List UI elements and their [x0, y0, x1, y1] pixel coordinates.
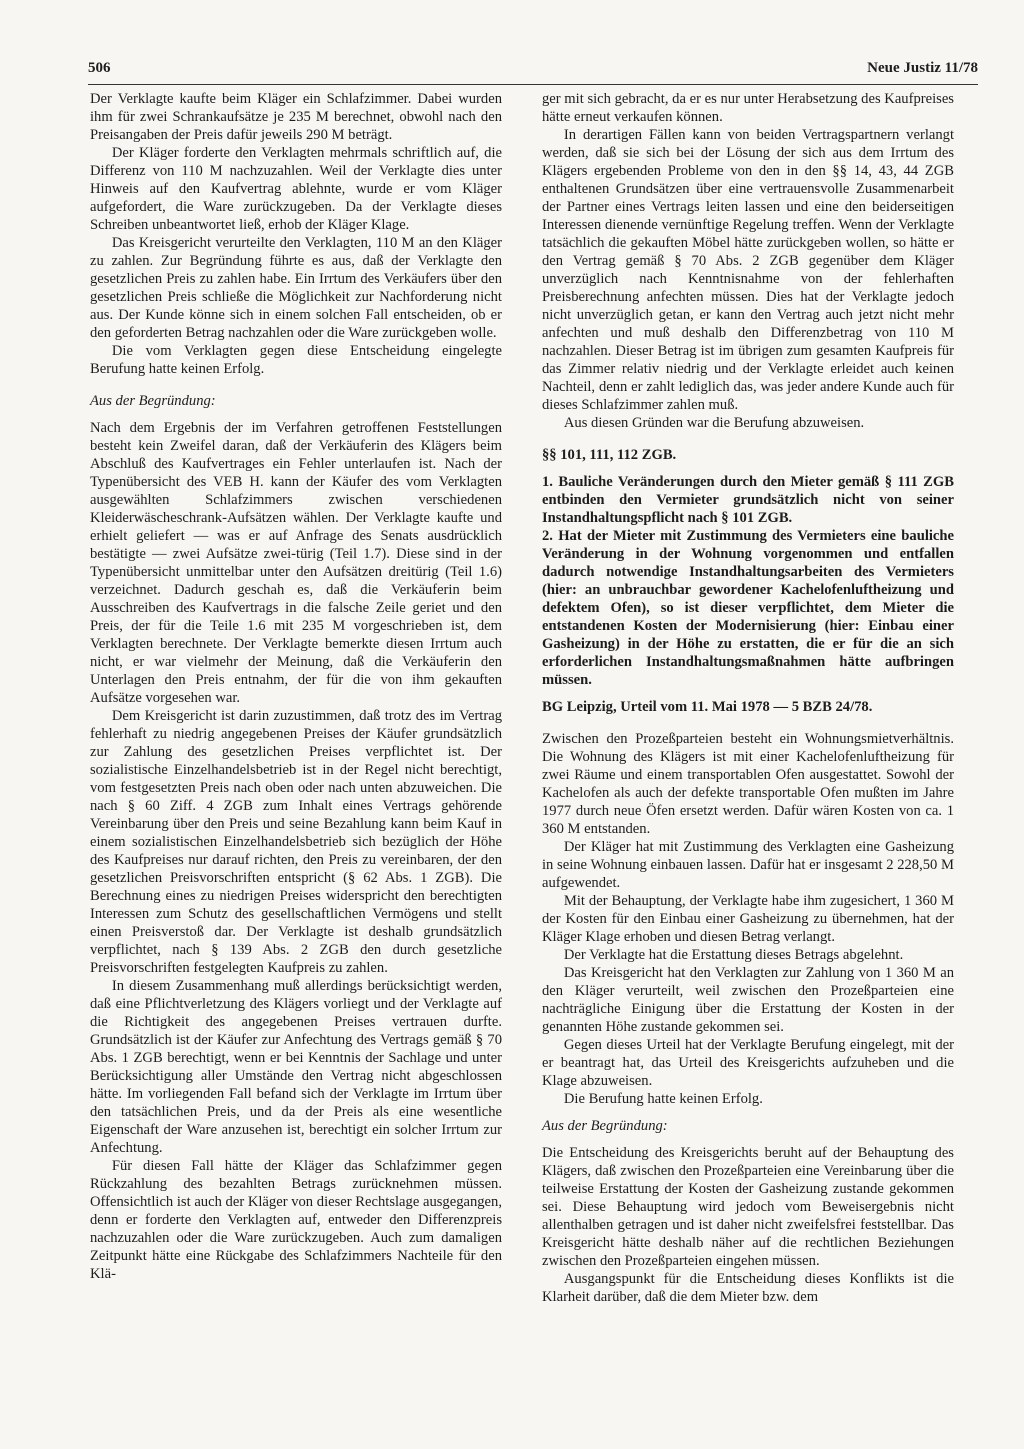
- page-number: 506: [88, 60, 111, 76]
- paragraph: Mit der Behauptung, der Verklagte habe ihm zugesichert, 1 360 M der Kosten für den Einbau einer Gasheizung zu übernehmen, hat der Kläger Klage erhoben und diesen Betrag verlangt.: [542, 893, 954, 945]
- paragraph: Der Verklagte hat die Erstattung dieses Betrags abgelehnt.: [563, 947, 904, 963]
- section-heading: Aus der Begründung:: [542, 1118, 668, 1134]
- paragraph: Aus diesen Gründen war die Berufung abzuweisen.: [563, 415, 865, 431]
- paragraph: Ausgangspunkt für die Entscheidung dieses Konflikts ist die Klarheit darüber, daß die dem Mieter bzw. dem: [542, 1271, 954, 1305]
- left-column: [90, 90, 502, 1283]
- paragraph: Der Kläger hat mit Zustimmung des Verklagten eine Gasheizung in seine Wohnung einbauen lassen. Dafür hat er insgesamt 2 228,50 M aufgewendet.: [542, 839, 954, 891]
- paragraph: Die Berufung hatte keinen Erfolg.: [563, 1091, 763, 1107]
- paragraph: Der Kläger forderte den Verklagten mehrmals schriftlich auf, die Differenz von 110 M nachzuzahlen. Weil der Verklagte dies unter Hinweis auf den Kaufvertrag ablehnte, wurde er vom Kläger aufgefordert, die Ware zurückzugeben. Da der Verklagte dieses Schreiben unbeantwortet ließ, erhob der Kläger Klage.: [90, 145, 502, 233]
- headnote-1: 1. Bauliche Veränderungen durch den Mieter gemäß § 111 ZGB entbinden den Vermieter grundsätzlich nicht von seiner Instandhaltungspflicht nach § 101 ZGB.: [542, 474, 954, 526]
- paragraph: Gegen dieses Urteil hat der Verklagte Berufung eingelegt, mit der er beantragt hat, das Urteil des Kreisgerichts aufzuheben und die Klage abzuweisen.: [542, 1037, 954, 1089]
- paragraph: Die Entscheidung des Kreisgerichts beruht auf der Behauptung des Klägers, daß zwischen den Prozeßparteien eine Vereinbarung über die teilweise Erstattung der Kosten der Gasheizung zustande gekommen sei. Diese Behauptung wird jedoch vom Beweisergebnis nicht allenthalben getragen und ist daher nicht zweifelsfrei feststellbar. Das Kreisgericht hätte deshalb näher auf die rechtlichen Beziehungen zwischen den Prozeßparteien eingehen müssen.: [542, 1145, 954, 1269]
- headnote-2: 2. Hat der Mieter mit Zustimmung des Vermieters eine bauliche Veränderung in der Wohnung vorgenommen und entfallen dadurch notwendige Instandhaltungsarbeiten des Vermieters (hier: an unbrauchbar gewordener Kachelofenluftheizung und defektem Ofen), so ist dieser verpflichtet, dem Mieter die entstandenen Kosten der Modernisierung (hier: Einbau einer Gasheizung) in der Höhe zu erstatten, die er für die an sich erforderlichen Instandhaltungsmaßnahmen hätte aufbringen müssen.: [542, 528, 954, 688]
- paragraph: In derartigen Fällen kann von beiden Vertragspartnern verlangt werden, daß sie sich bei der Lösung der sich aus dem Irrtum des Klägers ergebenden Probleme von den in den §§ 14, 43, 44 ZGB enthaltenen Grundsätzen über eine vertrauensvolle Zusammenarbeit der Partner eines Vertrags leiten lassen und eine den beiderseitigen Interessen dienende vernünftige Regelung treffen. Wenn der Verklagte tatsächlich die gekauften Möbel hätte zurückgeben wollen, so hätte er den Vertrag gemäß § 70 Abs. 2 ZGB gegenüber dem Kläger unverzüglich nach Kenntnisnahme von der fehlerhaften Preisberechnung anfechten müssen. Dies hat der Verklagte jedoch nicht unverzüglich getan, er kann den Vertrag auch jetzt nicht mehr anfechten und muß deshalb den Differenzbetrag von 110 M nachzahlen. Dieser Betrag ist im übrigen zum gesamten Kaufpreis für das Zimmer relativ niedrig und der Verklagte erleidet auch keinen Nachteil, denn er zahlt lediglich das, was jeder andere Kunde auch für dieses Schlafzimmer zahlen muß.: [542, 127, 954, 413]
- law-reference: §§ 101, 111, 112 ZGB.: [542, 447, 677, 463]
- section-heading: Aus der Begründung:: [90, 393, 216, 409]
- right-column: [542, 90, 954, 1306]
- paragraph: ger mit sich gebracht, da er es nur unter Herabsetzung des Kaufpreises hätte erneut verkaufen können.: [542, 91, 954, 125]
- paragraph: Das Kreisgericht hat den Verklagten zur Zahlung von 1 360 M an den Kläger verurteilt, weil zwischen den Prozeßparteien eine nachträgliche Einigung über die Erstattung der Kosten in der genannten Höhe zustande gekommen sei.: [542, 965, 954, 1035]
- paragraph: Der Verklagte kaufte beim Kläger ein Schlafzimmer. Dabei wurden ihm für zwei Schrankaufsätze je 235 M berechnet, obwohl nach den Preisangaben der Preis dafür jeweils 290 M beträgt.: [90, 91, 502, 143]
- page-header: [88, 60, 978, 85]
- paragraph: Zwischen den Prozeßparteien besteht ein Wohnungsmietverhältnis. Die Wohnung des Klägers ist mit einer Kachelofenluftheizung für zwei Räume und einem transportablen Ofen ausgestattet. Sowohl der Kachelofen als auch der defekte transportable Ofen mußten im Jahre 1977 durch neue Öfen ersetzt werden. Dafür wären Kosten von ca. 1 360 M entstanden.: [542, 731, 954, 837]
- paragraph: Nach dem Ergebnis der im Verfahren getroffenen Feststellungen besteht kein Zweifel daran, daß der Verkäuferin des Klägers beim Abschluß des Kaufvertrages ein Fehler unterlaufen ist. Nach der Typenübersicht des VEB H. kann der Käufer des vom Verklagten ausgewählten Schlafzimmers zwischen verschiedenen Kleiderwäscheschrank-Aufsätzen wählen. Der Verklagte kaufte und erhielt geliefert — was er auf Anfrage des Senats ausdrücklich bestätigte — zwei Aufsätze zwei-türig (Teil 1.7). Diese sind in der Typenübersicht unmittelbar unter den Aufsätzen dreitürig (Teil 1.6) verzeichnet. Dadurch geschah es, daß die Verkäuferin beim Ausschreiben des Kaufvertrags in die falsche Zeile geriet und den Preis, der für die Teile 1.6 mit 235 M vorgeschrieben ist, dem Verklagten berechnete. Der Verklagte bemerkte diesen Irrtum auch nicht, er war vielmehr der Meinung, daß die Verkäuferin den Unterlagen den Preis entnahm, der für die von ihm gekauften Aufsätze vorgesehen war.: [90, 420, 502, 706]
- paragraph: Das Kreisgericht verurteilte den Verklagten, 110 M an den Kläger zu zahlen. Zur Begründung führte es aus, daß der Verklagte den gesetzlichen Preis zu zahlen habe. Ein Irrtum des Verkäufers über den gesetzlichen Preis schließe die Möglichkeit zur Nachforderung nicht aus. Der Kunde könne sich in einem solchen Fall entscheiden, ob er den geforderten Betrag nachzahlen oder die Ware zurückgeben wolle.: [90, 235, 502, 341]
- paragraph: Die vom Verklagten gegen diese Entscheidung eingelegte Berufung hatte keinen Erfolg.: [90, 343, 502, 377]
- journal-title: Neue Justiz 11/78: [867, 60, 978, 76]
- paragraph: Für diesen Fall hätte der Kläger das Schlafzimmer gegen Rückzahlung des bezahlten Betrags zurücknehmen müssen. Offensichtlich ist auch der Kläger von dieser Rechtslage ausgegangen, denn er forderte den Verklagten auf, entweder den Differenzpreis nachzuzahlen oder die Ware zurückzugeben. Auch zum damaligen Zeitpunkt hätte eine Rückgabe des Schlafzimmers Nachteile für den Klä-: [90, 1158, 502, 1282]
- court-citation: BG Leipzig, Urteil vom 11. Mai 1978 — 5 BZB 24/78.: [542, 699, 873, 715]
- paragraph: Dem Kreisgericht ist darin zuzustimmen, daß trotz des im Vertrag fehlerhaft zu niedrig angegebenen Preises der Käufer grundsätzlich zur Zahlung des gesetzlichen Preises verpflichtet ist. Der sozialistische Einzelhandelsbetrieb ist in der Regel nicht berechtigt, vom festgesetzten Preis nach oben oder nach unten abzuweichen. Die nach § 60 Ziff. 4 ZGB zum Inhalt eines Vertrags gehörende Vereinbarung über den Preis und seine Bezahlung kann beim Kauf in einem sozialistischen Einzelhandelsbetrieb sich bezüglich der Höhe des Kaufpreises nur darauf richten, den Preis zu vereinbaren, der den gesetzlichen Preisvorschriften entspricht (§ 62 Abs. 1 ZGB). Die Berechnung eines zu niedrigen Preises widerspricht den berechtigten Interessen zum Schutz des gesellschaftlichen Vermögens und stellt einen Preisverstoß dar. Der Verklagte ist deshalb grundsätzlich verpflichtet, nach § 139 Abs. 2 ZGB den durch gesetzliche Preisvorschriften festgelegten Kaufpreis zu zahlen.: [90, 708, 502, 976]
- paragraph: In diesem Zusammenhang muß allerdings berücksichtigt werden, daß eine Pflichtverletzung des Klägers vorliegt und der Verklagte auf die Richtigkeit des angegebenen Preises vertrauen durfte. Grundsätzlich ist der Käufer zur Anfechtung des Vertrags gemäß § 70 Abs. 1 ZGB berechtigt, wenn er bei Kenntnis der Sachlage und unter Berücksichtigung aller Umstände den Vertrag nicht abgeschlossen hätte. Im vorliegenden Fall befand sich der Verklagte im Irrtum über den tatsächlichen Preis, und da der Preis als eine wesentliche Eigenschaft der Ware anzusehen ist, berechtigt ein solcher Irrtum zur Anfechtung.: [90, 978, 502, 1156]
